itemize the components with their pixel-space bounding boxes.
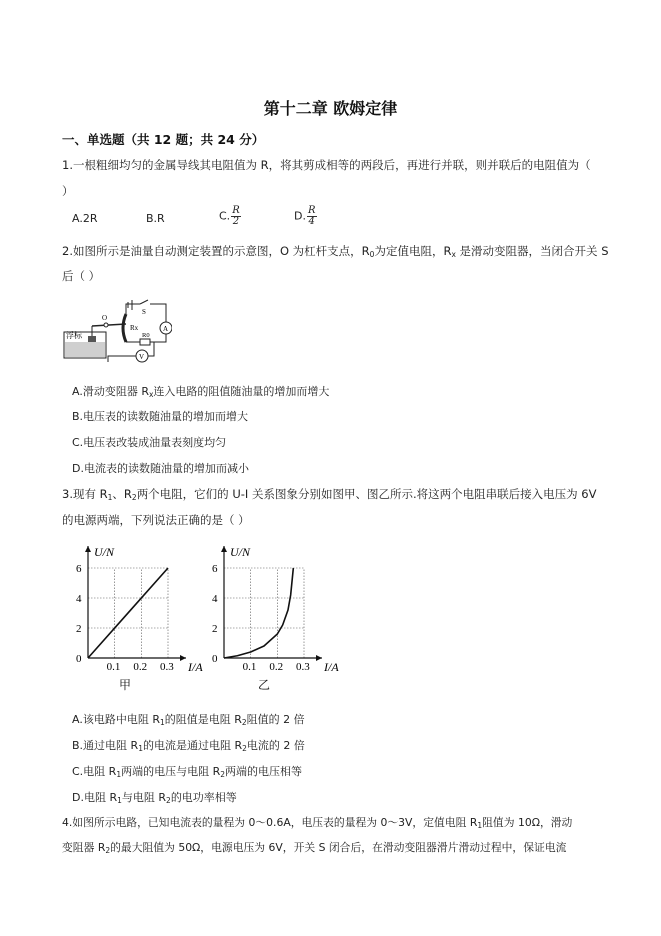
page-title: 第十二章 欧姆定律	[263, 99, 398, 118]
series-line	[224, 568, 293, 658]
q2-option-a-part-b: 连入电路的阻值随油量的增加而增大	[153, 385, 330, 398]
section-heading: 一、单选题（共 12 题；共 24 分）	[62, 132, 265, 147]
q2-line1-part-a: 2.如图所示是油量自动测定装置的示意图，O 为杠杆支点，R	[62, 244, 370, 258]
pivot	[104, 323, 108, 327]
q3-option-a-part-a: A.该电路中电阻 R	[72, 713, 160, 726]
chart-yi-caption: 乙	[258, 678, 271, 692]
q2-line1-part-c: 是滑动变阻器，当闭合开关 S	[455, 244, 609, 258]
wire-top-right	[150, 304, 166, 324]
q3-line1-part-c: 两个电阻，它们的 U-I 关系图象分别如图甲、图乙所示.将这两个电阻串联后接入电压为 6V	[136, 487, 597, 501]
wire-right	[150, 334, 166, 342]
q3-line1-part-b: 、R	[112, 487, 132, 501]
q3-option-a-part-c: 阻值的 2 倍	[246, 713, 305, 726]
switch-s	[140, 300, 148, 304]
q1-option-d-fraction	[307, 206, 317, 227]
q1-line2: ）	[62, 184, 74, 198]
x-axis-arrow	[180, 655, 186, 661]
x-tick-label: 0.1	[242, 661, 257, 673]
q3-option-d-sub-1: 1	[117, 796, 122, 805]
q4-line2-part-a: 变阻器 R	[62, 841, 106, 854]
q3-option-b	[72, 737, 305, 753]
q3-option-c-sub-2: 2	[220, 770, 226, 779]
q1-option-c-fraction	[231, 206, 241, 227]
lever	[92, 324, 126, 326]
q2-line1	[62, 243, 609, 259]
q2-option-a	[72, 383, 329, 399]
y-tick-label: 4	[212, 593, 218, 605]
switch-label: S	[142, 308, 146, 316]
series-line	[88, 568, 168, 658]
q1-option-c-denominator: 2	[232, 216, 240, 227]
q3-option-d-part-c: 的电功率相等	[170, 791, 237, 804]
q3-line1-part-a: 3.现有 R	[62, 487, 108, 501]
q3-option-a-sub-2: 2	[241, 718, 247, 727]
y-tick-label: 6	[76, 563, 82, 575]
voltmeter-label: V	[139, 353, 145, 361]
q3-option-c-sub-1: 1	[116, 770, 122, 779]
y-axis-label: U/N	[230, 545, 251, 559]
q3-option-b-part-a: B.通过电阻 R	[72, 739, 139, 752]
q3-option-b-sub-2: 2	[242, 744, 247, 753]
x-axis-label: I/A	[324, 660, 339, 673]
y-axis-arrow	[221, 546, 227, 552]
oil-gauge-circuit-figure	[62, 292, 172, 370]
q4-line2-part-b: 的最大阻值为 50Ω，电源电压为 6V，开关 S 闭合后，在滑动变阻器滑片滑动过程中，保证电流	[110, 841, 567, 854]
q1-option-d-numerator: R	[307, 205, 316, 216]
q3-option-c-part-c: 两端的电压相等	[225, 765, 303, 778]
q3-line1-sub-1: 1	[107, 493, 113, 502]
q3-option-d-part-b: 与电阻 R	[121, 791, 167, 804]
q1-option-c	[219, 206, 241, 227]
rx-resistor	[123, 314, 126, 342]
float	[88, 336, 96, 342]
y-axis-label: U/N	[94, 545, 115, 559]
q3-option-d-sub-2: 2	[166, 796, 171, 805]
chart-jia-caption: 甲	[119, 678, 132, 692]
q2-option-a-part-a: A.滑动变阻器 R	[72, 385, 149, 398]
q3-option-a-part-b: 的阻值是电阻 R	[164, 713, 242, 726]
q2-option-b: B.电压表的读数随油量的增加而增大	[72, 410, 249, 423]
x-tick-label: 0.2	[269, 661, 284, 673]
q4-line1-part-a: 4.如图所示电路，已知电流表的量程为 0～0.6A，电压表的量程为 0～3V，定值电阻 R	[62, 816, 478, 829]
q3-line1-sub-2: 2	[131, 493, 137, 502]
q1-option-b: B.R	[146, 212, 165, 225]
x-tick-label: 0.1	[106, 661, 121, 673]
q3-option-a	[72, 711, 305, 727]
q4-line2	[62, 840, 566, 855]
q2-line1-sub-x: x	[451, 250, 456, 259]
pivot-o-label: O	[102, 314, 108, 322]
q4-line2-sub-2: 2	[105, 846, 111, 855]
q3-option-c-part-b: 两端的电压与电阻 R	[121, 765, 221, 778]
y-tick-label: 6	[212, 563, 218, 575]
q2-line1-part-b: 为定值电阻，R	[374, 244, 452, 258]
q1-option-c-numerator: R	[232, 205, 240, 216]
r0-resistor	[140, 339, 150, 345]
y-tick-label: 0	[212, 653, 218, 665]
float-label: 浮标	[66, 331, 82, 340]
ammeter-label: A	[163, 325, 169, 333]
q2-line2: 后（ ）	[62, 269, 101, 283]
q3-line2: 的电源两端，下列说法正确的是（ ）	[62, 513, 250, 527]
rx-label: Rx	[130, 324, 139, 332]
q4-line1-sub-1: 1	[477, 821, 483, 830]
q3-option-b-sub-1: 1	[138, 744, 143, 753]
q2-option-d: D.电流表的读数随油量的增加而减小	[72, 462, 249, 475]
x-tick-label: 0.3	[160, 661, 174, 673]
x-axis-arrow	[316, 655, 322, 661]
q2-line1-sub-0: 0	[369, 250, 375, 259]
x-tick-label: 0.3	[296, 661, 310, 673]
y-tick-label: 2	[212, 623, 218, 635]
wire-voltmeter-left	[108, 356, 136, 362]
q3-option-d	[72, 789, 237, 805]
chart-jia	[66, 538, 216, 673]
chart-yi	[202, 538, 352, 673]
q1-option-d-denominator: 4	[308, 216, 315, 227]
q1-option-a: A.2R	[72, 212, 98, 225]
q4-line1	[62, 815, 572, 830]
y-axis-arrow	[85, 546, 91, 552]
q1-option-d	[294, 206, 317, 227]
y-tick-label: 2	[76, 623, 82, 635]
q3-option-d-part-a: D.电阻 R	[72, 791, 118, 804]
q3-option-c	[72, 763, 302, 779]
y-tick-label: 4	[76, 593, 82, 605]
q1-line1: 1.一根粗细均匀的金属导线其电阻值为 R，将其剪成相等的两段后，再进行并联，则并联后的电阻值为（	[62, 158, 591, 172]
y-tick-label: 0	[76, 653, 82, 665]
q1-option-c-prefix: C.	[219, 209, 231, 223]
x-axis-label: I/A	[188, 660, 203, 673]
q3-option-c-part-a: C.电阻 R	[72, 765, 117, 778]
x-tick-label: 0.2	[133, 661, 148, 673]
q1-option-d-prefix: D.	[294, 209, 306, 223]
q2-option-a-sub-x: x	[148, 390, 154, 399]
q3-option-b-part-c: 电流的 2 倍	[246, 739, 305, 752]
q3-option-b-part-b: 的电流是通过电阻 R	[142, 739, 243, 752]
q4-line1-part-b: 阻值为 10Ω，滑动	[482, 816, 573, 829]
q3-option-a-sub-1: 1	[159, 718, 165, 727]
r0-label: R0	[142, 332, 150, 339]
q3-line1	[62, 486, 596, 502]
q2-option-c: C.电压表改装成油量表刻度均匀	[72, 436, 227, 449]
